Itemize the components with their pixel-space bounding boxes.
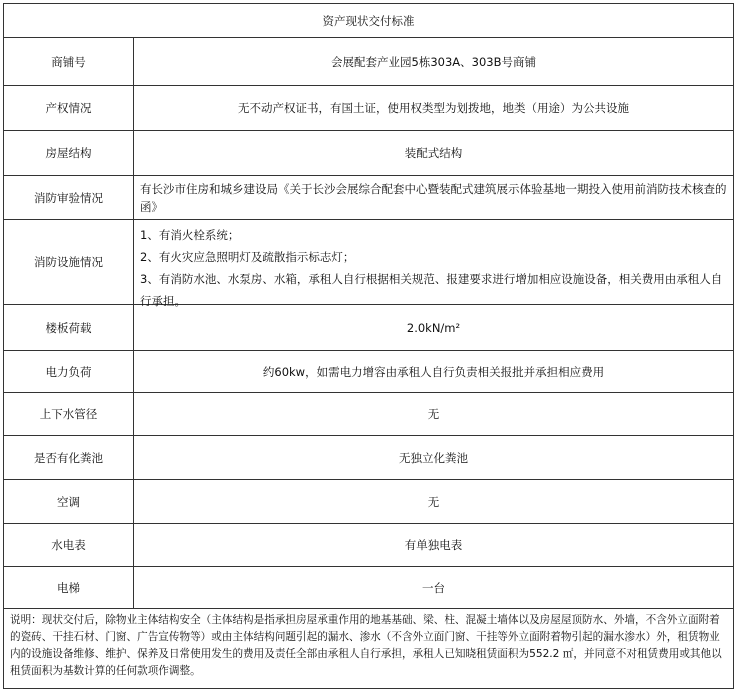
table-row [4,393,733,436]
table-row [4,524,733,567]
table-title: 资产现状交付标准 [322,13,415,28]
list-item: 2、有火灾应急照明灯及疏散指示标志灯； [140,250,355,264]
table-row [4,351,733,393]
footnote-explanation: 说明：现状交付后，除物业主体结构安全（主体结构是指承担房屋承重作用的地基基础、梁、柱、混凝土墙体以及房屋屋顶防水、外墙，不含外立面附着的瓷砖、干挂石材、门窗、广告宣传物等）或由主体结构问题引起的漏水、渗水（不含外立面门窗、干挂等外立面附着物引起的漏水渗水）外，租赁物业内的设施设备维修、维护、保养及日常使用发生的费用及责任全部由承租人自行承担，承租人已知晓租赁面积为552.2 ㎡，并同意不对租赁费用或其他以租赁面积为基数计算的任何款项作调整。 [10,614,722,677]
row-value: 有单独电表 [404,538,463,552]
row-label: 上下水管径 [4,393,134,435]
delivery-standard-table [3,3,734,689]
table-row [4,567,733,609]
table-title-row [4,4,733,38]
table-row [4,305,733,351]
row-label: 商铺号 [4,38,134,85]
row-label: 电力负荷 [4,351,134,392]
row-label: 消防审验情况 [4,176,134,219]
row-value: 一台 [422,580,445,595]
row-label: 电梯 [4,567,134,608]
row-label: 产权情况 [4,86,134,130]
row-label: 楼板荷载 [4,305,134,350]
table-row [4,176,733,220]
table-row [4,436,733,480]
table-row [4,131,733,176]
row-label: 空调 [4,480,134,523]
row-value: 约60kw，如需电力增容由承租人自行负责相关报批并承担相应费用 [262,364,605,379]
row-label: 房屋结构 [4,131,134,175]
row-label: 消防设施情况 [4,220,134,304]
table-row [4,38,733,86]
row-value: 无 [427,494,440,509]
row-value: 装配式结构 [404,146,463,160]
row-value: 无独立化粪池 [399,450,468,465]
row-label: 水电表 [4,524,134,566]
row-value: 2.0kN/m² [406,320,461,335]
table-row [4,86,733,131]
list-item: 3、有消防水池、水泵房、水箱，承租人自行根据相关规范、报建要求进行增加相应设施设备，相关费用由承租人自行承担。 [140,272,723,308]
row-value: 无不动产权证书，有国土证，使用权类型为划拨地，地类（用途）为公共设施 [238,101,629,115]
table-row [4,220,733,308]
row-value: 无 [427,407,440,421]
row-label: 是否有化粪池 [4,436,134,479]
table-row [4,480,733,524]
row-value [134,220,733,308]
list-item: 1、有消火栓系统； [140,228,240,242]
row-value: 会展配套产业园5栋303A、303B号商铺 [331,54,536,69]
row-value: 有长沙市住房和城乡建设局《关于长沙会展综合配套中心暨装配式建筑展示体验基地一期投入使用前消防技术核查的函》 [140,181,727,214]
